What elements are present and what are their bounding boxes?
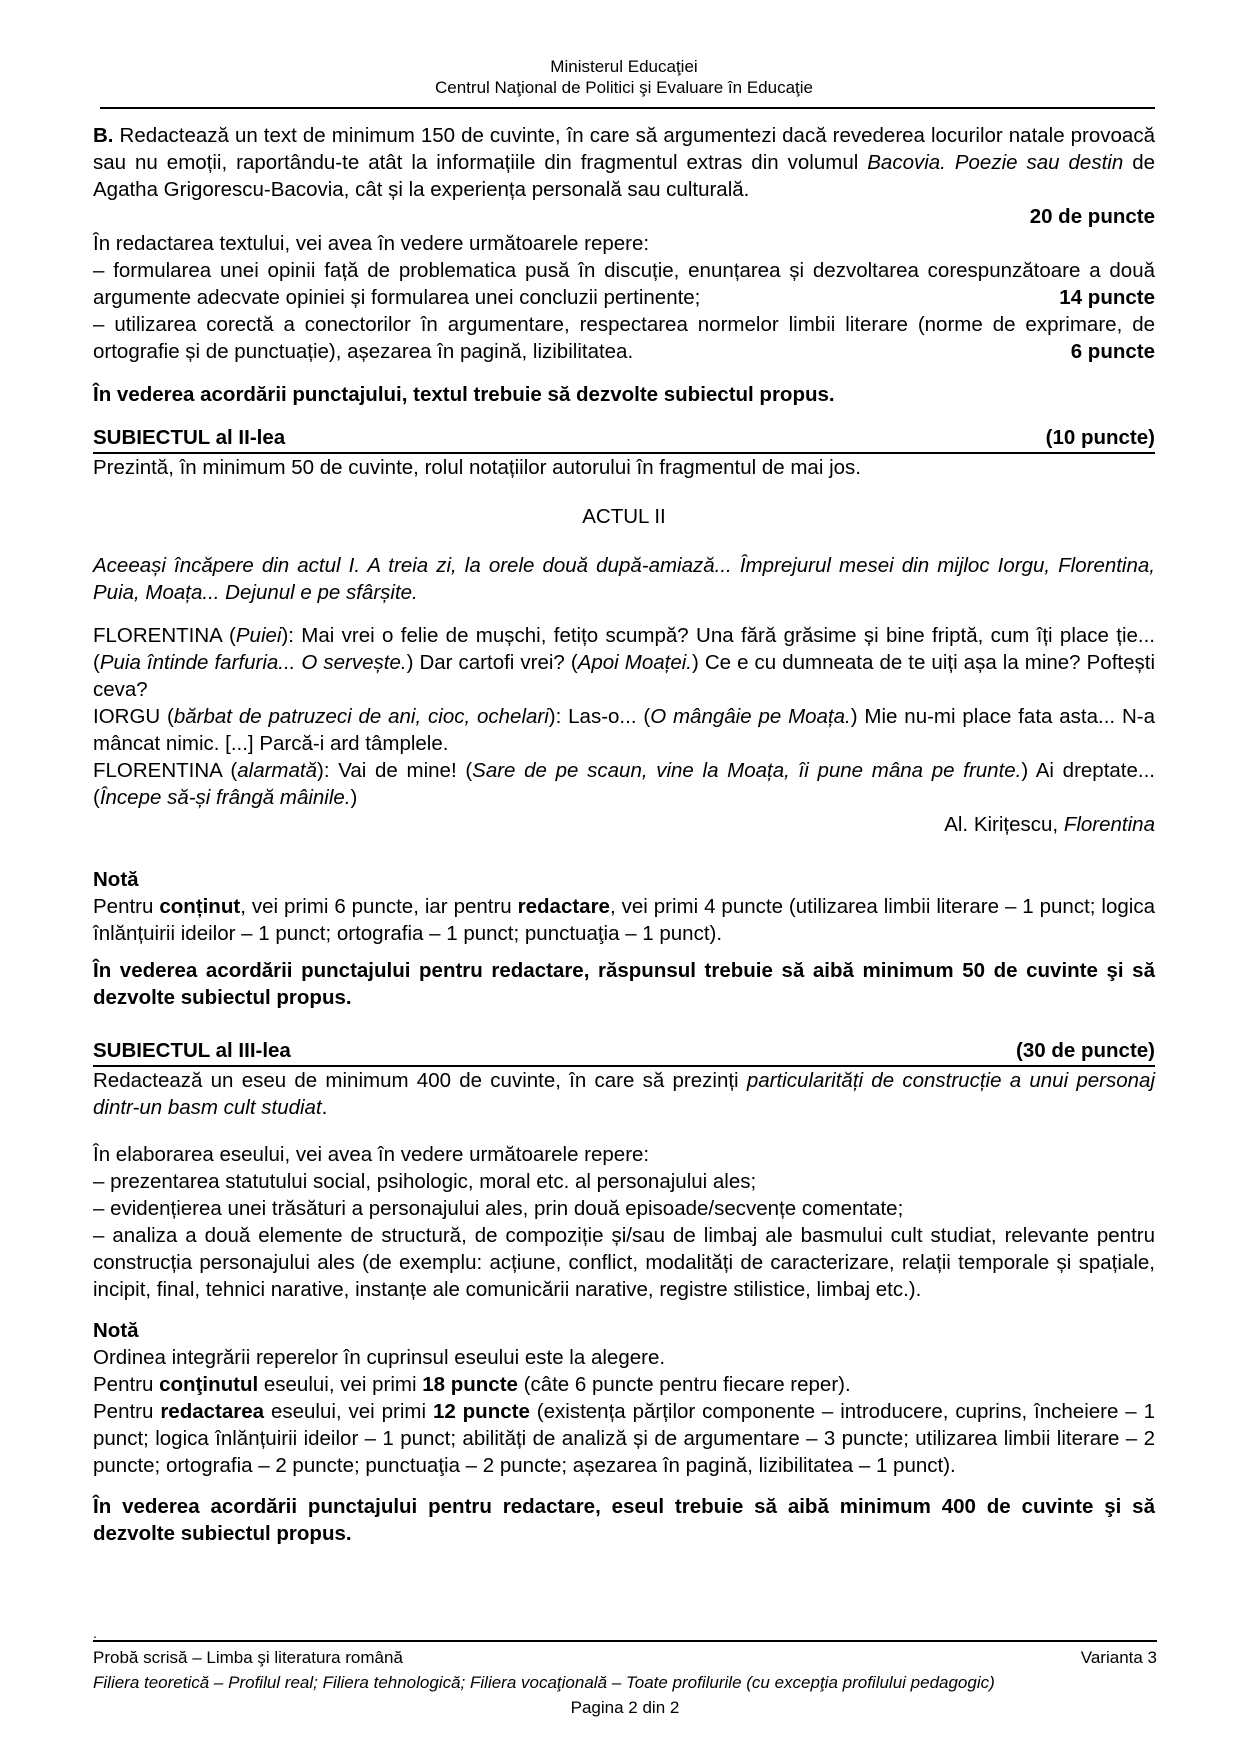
footer-dot: . [93, 1625, 97, 1641]
subject-3-emphasis: În vederea acordării punctajului pentru redactare, eseul trebuie să aibă minimum 400 de cuvinte şi să dezvolte subiectul propus. [93, 1495, 1155, 1545]
part-b-emphasis: În vederea acordării punctajului, textul trebuie să dezvolte subiectul propus. [93, 383, 835, 406]
stage-direction: Aceeași încăpere din actul I. A treia zi, la orele două după-amiază... Împrejurul mesei din mijloc Iorgu, Florentina, Puia, Moața... Dejunul e pe sfârșite. [93, 554, 1155, 604]
header-divider [100, 107, 1155, 109]
bullet-1-points: 14 puncte [1059, 286, 1155, 309]
subject-3-repere-intro: În elaborarea eseului, vei avea în vedere următoarele repere: [93, 1143, 650, 1166]
variant-label: Varianta 3 [1080, 1648, 1157, 1667]
center-line: Centrul Naţional de Politici şi Evaluare în Educaţie [435, 78, 813, 97]
subject-3-task: Redactează un eseu de minimum 400 de cuvinte, în care să prezinți particularități de construcție a unui personaj dintr-un basm cult studiat. [93, 1069, 1155, 1119]
attribution: Al. Kirițescu, Florentina [944, 813, 1155, 836]
work-title: Florentina [1063, 813, 1155, 836]
subject-2-task: Prezintă, în minimum 50 de cuvinte, rolul notațiilor autorului în fragmentul de mai jos. [93, 456, 861, 479]
filiera-line: Filiera teoretică – Profilul real; Filiera tehnologică; Filiera vocaţională – Toate profilurile (cu excepţia profilului pedagogic) [93, 1673, 995, 1692]
subject-2-heading [93, 424, 1155, 454]
subject-3-bullet-2: – evidențierea unei trăsături a personajului ales, prin două episoade/secvențe comentate; [93, 1197, 904, 1220]
volume-title: Bacovia. Poezie sau destin [867, 151, 1124, 174]
footer-divider [93, 1640, 1157, 1642]
subject-2-title: SUBIECTUL al II-lea [93, 426, 286, 449]
subject-3-bullet-1: – prezentarea statutului social, psihologic, moral etc. al personajului ales; [93, 1170, 757, 1193]
subject-3-note-title: Notă [93, 1319, 139, 1342]
subject-3-note-2: Pentru conţinutul eseului, vei primi 18 puncte (câte 6 puncte pentru fiecare reper). [93, 1373, 851, 1396]
act-title: ACTUL II [582, 505, 666, 528]
part-b-bullet-2: – utilizarea corectă a conectorilor în argumentare, respectarea normelor limbii literare (norme de exprimare, de ortografie și de punctuație), așezarea în pagină, lizibilitatea. 6 puncte [93, 313, 1155, 363]
subject-3-note-1: Ordinea integrării reperelor în cuprinsul eseului este la alegere. [93, 1346, 666, 1369]
document-body [93, 122, 1155, 1547]
bullet-2-points: 6 puncte [1070, 340, 1155, 363]
subject-2-emphasis: În vederea acordării punctajului pentru redactare, răspunsul trebuie să aibă minimum 50 de cuvinte şi să dezvolte subiectul propus. [93, 959, 1155, 1009]
page-number: Pagina 2 din 2 [570, 1698, 680, 1717]
subject-2-note-title: Notă [93, 868, 139, 891]
dialogue-florentina-2: FLORENTINA (alarmată): Vai de mine! (Sare de pe scaun, vine la Moața, îi pune mâna pe frunte.) Ai dreptate... (Începe să-și frângă mâinile.) [93, 759, 1155, 809]
page-header [93, 0, 1155, 98]
subject-3-heading [93, 1037, 1155, 1067]
subject-3-bullet-3: – analiza a două elemente de structură, de compoziție și/sau de limbaj ale basmului cult studiat, relevante pentru construcția personajului ales (de exemplu: acțiune, conflict, modalități de caracterizare, relații temporale și spațiale, incipit, final, tehnici narative, instanțe ale comunicării narative, registre stilistice, limbaj etc.). [93, 1224, 1155, 1301]
part-b-points: 20 de puncte [1029, 205, 1155, 228]
part-b-bullet-1: – formularea unei opinii față de problematica pusă în discuție, enunțarea și dezvoltarea corespunzătoare a două argumente adecvate opiniei și formularea unei concluzii pertinente; 14 puncte [93, 259, 1155, 309]
part-b-label: B. [93, 124, 114, 147]
page-footer [93, 1626, 1157, 1720]
subject-2-note: Pentru conținut, vei primi 6 puncte, iar pentru redactare, vei primi 4 puncte (utilizarea limbii literare – 1 punct; logica înlănțuirii ideilor – 1 punct; ortografia – 1 punct; punctuaţia – 1 punct). [93, 895, 1155, 945]
subject-3-points: (30 de puncte) [1016, 1039, 1155, 1062]
dialogue-florentina-1: FLORENTINA (Puiei): Mai vrei o felie de mușchi, fetițo scumpă? Una fără grăsime și bine friptă, cum îți place ție... (Puia întinde farfuria... O servește.) Dar cartofi vrei? (Apoi Moaței.) Ce e cu dumneata de te uiți așa la mine? Poftești ceva? [93, 624, 1155, 701]
dialogue-iorgu: IORGU (bărbat de patruzeci de ani, cioc, ochelari): Las-o... (O mângâie pe Moața.) Mie nu-mi place fata asta... N-a mâncat nimic. [...] Parcă-i ard tâmplele. [93, 705, 1155, 755]
part-b-repere-intro: În redactarea textului, vei avea în vedere următoarele repere: [93, 232, 650, 255]
part-b-paragraph: B. Redactează un text de minimum 150 de cuvinte, în care să argumentezi dacă revederea locurilor natale provoacă sau nu emoții, raportându-te atât la informațiile din fragmentul extras din volumul Bacovia. Poezie sau destin de Agatha Grigorescu-Bacovia, cât și la experiența personală sau culturală. [93, 124, 1156, 201]
subject-3-title: SUBIECTUL al III-lea [93, 1039, 291, 1062]
subject-2-points: (10 puncte) [1045, 426, 1155, 449]
ministry-line: Ministerul Educaţiei [550, 57, 698, 76]
exam-name: Probă scrisă – Limba şi literatura română [93, 1648, 403, 1667]
subject-3-note-3: Pentru redactarea eseului, vei primi 12 puncte (existența părților componente – introducere, cuprins, încheiere – 1 punct; logica înlănțuirii ideilor – 1 punct; abilități de analiză și de argumentare – 3 puncte; utilizarea limbii literare – 2 puncte; ortografia – 2 puncte; punctuaţia – 2 puncte; așezarea în pagină, lizibilitatea – 1 punct). [93, 1400, 1155, 1477]
footer-exam-row [93, 1645, 1157, 1670]
